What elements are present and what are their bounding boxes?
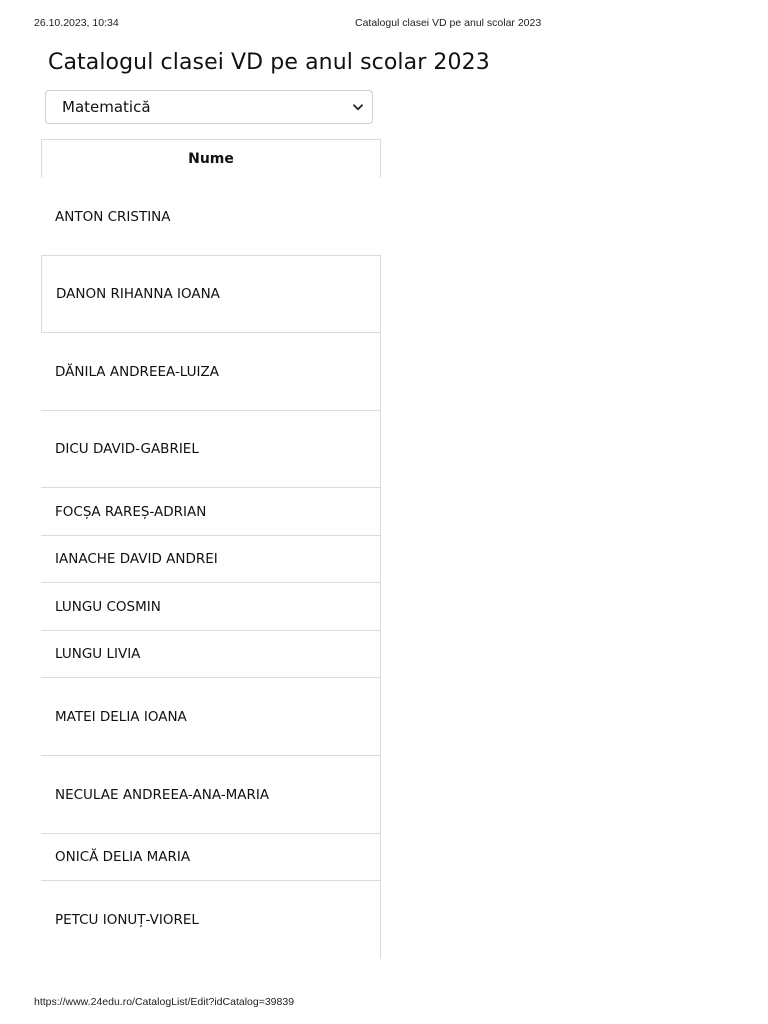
student-name: ANTON CRISTINA bbox=[55, 208, 171, 225]
students-table bbox=[41, 139, 381, 928]
student-name: IANACHE DAVID ANDREI bbox=[55, 551, 218, 567]
student-name: DĂNILA ANDREEA-LUIZA bbox=[55, 363, 220, 380]
column-header-name[interactable]: Nume bbox=[41, 139, 381, 178]
print-date-time: 26.10.2023, 10:34 bbox=[34, 17, 119, 29]
student-name: ONICĂ DELIA MARIA bbox=[55, 849, 191, 865]
student-name: DICU DAVID-GABRIEL bbox=[55, 441, 199, 457]
student-name: NECULAE ANDREEA-ANA-MARIA bbox=[55, 786, 270, 803]
table-row[interactable] bbox=[41, 756, 381, 834]
print-page-title: Catalogul clasei VD pe anul scolar 2023 bbox=[355, 17, 542, 29]
print-footer-url: https://www.24edu.ro/CatalogList/Edit?idCatalog=39839 bbox=[34, 996, 295, 1008]
table-row[interactable] bbox=[41, 583, 381, 631]
table-row[interactable] bbox=[41, 536, 381, 583]
student-name: LUNGU LIVIA bbox=[55, 646, 141, 662]
table-row[interactable] bbox=[41, 255, 381, 333]
subject-select-value: Matematică bbox=[62, 98, 151, 116]
page-title: Catalogul clasei VD pe anul scolar 2023 bbox=[48, 50, 490, 75]
chevron-down-icon bbox=[352, 101, 364, 113]
table-row[interactable] bbox=[41, 881, 381, 959]
student-name: FOCȘA RAREȘ-ADRIAN bbox=[55, 503, 207, 520]
table-row[interactable] bbox=[41, 631, 381, 678]
table-row[interactable] bbox=[41, 411, 381, 488]
table-row[interactable] bbox=[41, 488, 381, 536]
subject-select[interactable] bbox=[45, 90, 373, 124]
student-name: MATEI DELIA IOANA bbox=[55, 708, 187, 725]
table-row[interactable] bbox=[41, 834, 381, 881]
table-row[interactable] bbox=[41, 678, 381, 756]
table-row[interactable] bbox=[41, 333, 381, 411]
student-name: PETCU IONUȚ-VIOREL bbox=[55, 912, 199, 928]
student-name: LUNGU COSMIN bbox=[55, 598, 161, 615]
student-name: DANON RIHANNA IOANA bbox=[56, 286, 220, 302]
table-row[interactable] bbox=[41, 178, 381, 255]
